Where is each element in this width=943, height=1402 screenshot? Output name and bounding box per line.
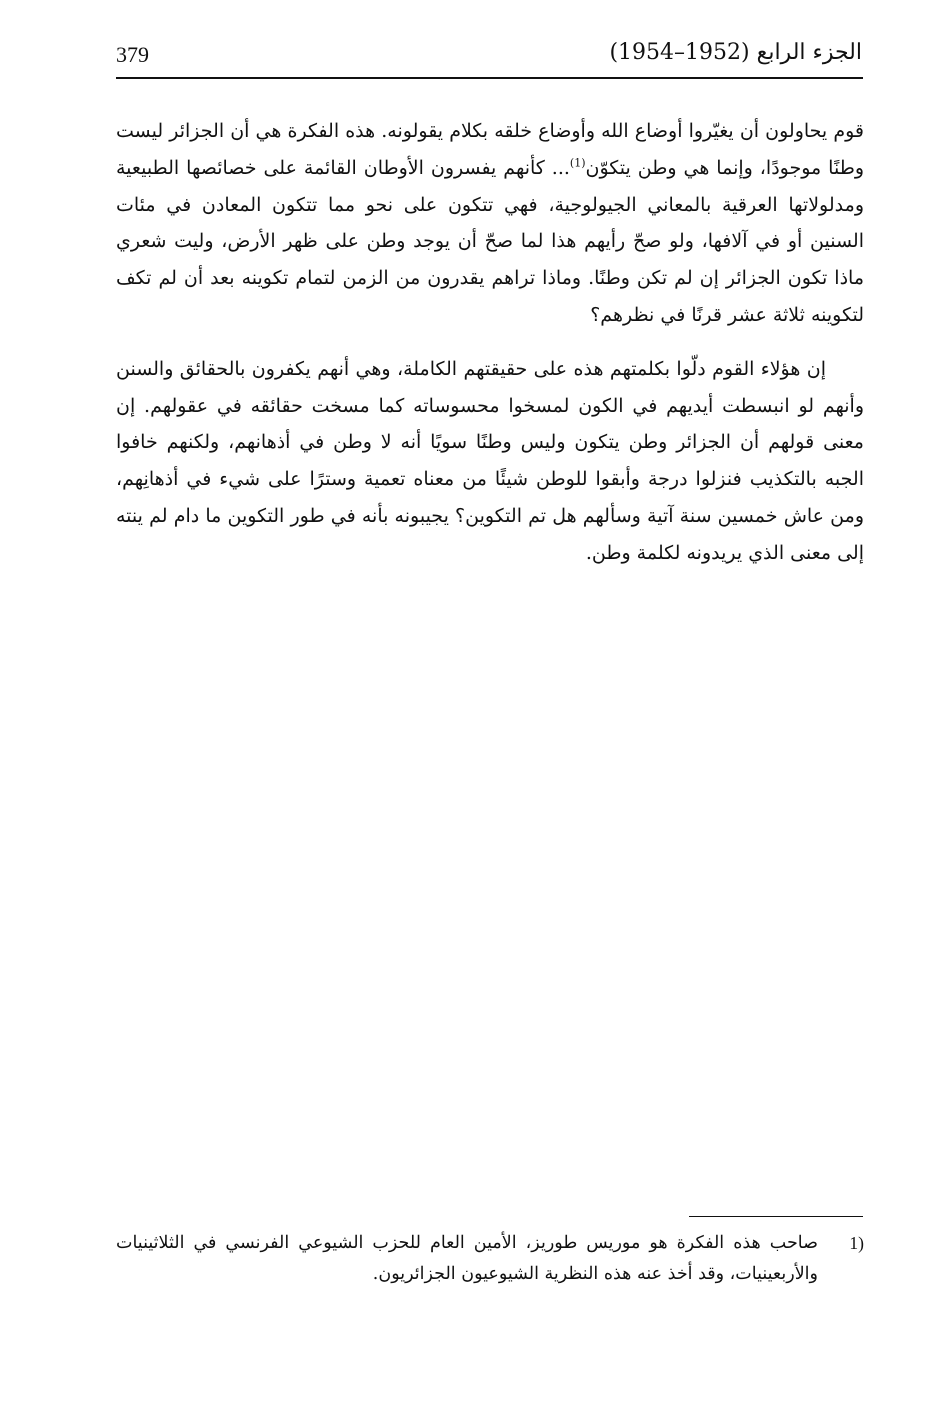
footnote-text: صاحب هذه الفكرة هو موريس طوريز، الأمين العام للحزب الشيوعي الفرنسي في الثلاثينيات والأربعينيات، وقد أخذ عنه هذه النظرية الشيوعيون الجزائريون. (116, 1233, 818, 1284)
footnote-reference[interactable]: (1) (569, 156, 586, 170)
footnote (116, 1228, 864, 1290)
header-rule (116, 77, 863, 79)
body-text (116, 113, 864, 572)
paragraph-2: إن هؤلاء القوم دلّوا بكلمتهم هذه على حقيقتهم الكاملة، وهي أنهم يكفرون بالحقائق والسنن وأنهم لو انبسطت أيديهم في الكون لمسخوا محسوساته كما مسخت حقائقه في عقولهم. إن معنى قولهم أن الجزائر وطن يتكون وليس وطنًا سويًا أنه لا وطن في أذهانهم، ولكنهم خافوا الجبه بالتكذيب فنزلوا درجة وأبقوا للوطن شيئًا من معناه تعمية وسترًا على شيء في أذهانِهم، ومن عاش خمسين سنة آتية وسألهم هل تم التكوين؟ يجيبونه بأنه في طور التكوين ما دام لم ينته إلى معنى الذي يريدونه لكلمة وطن. (116, 357, 864, 564)
page-number: 379 (116, 42, 149, 67)
running-head: الجزء الرابع (1952–1954) (609, 40, 862, 65)
paragraph-1-text-after-ref: ... كأنهم يفسرون الأوطان القائمة على خصائصها الطبيعية ومدلولاتها العرقية بالمعاني الجيولوجية، فهي تتكون على نحو مما تتكون المعادن في مئات السنين أو في آلافها، ولو صحّ رأيهم هذا لما صحّ أن يوجد وطن على ظهر الأرض، وليت شعري ماذا تكون الجزائر إن لم تكن وطنًا. وماذا تراهم يقدرون من الزمن لتمام تكوينه بعد أن لم تكف لتكوينه ثلاثة عشر قرنًا في نظرهم؟ (116, 156, 864, 326)
footnote-marker: 1) (849, 1233, 864, 1253)
page-header (116, 40, 862, 76)
paragraph-1 (116, 113, 864, 334)
paragraph-1-text-before-ref: قوم يحاولون أن يغيّروا أوضاع الله وأوضاع خلقه بكلام يقولونه. هذه الفكرة هي أن الجزائر ليست وطنًا موجودًا، وإنما هي وطن يتكوّن (116, 120, 864, 179)
footnote-rule (689, 1216, 863, 1217)
